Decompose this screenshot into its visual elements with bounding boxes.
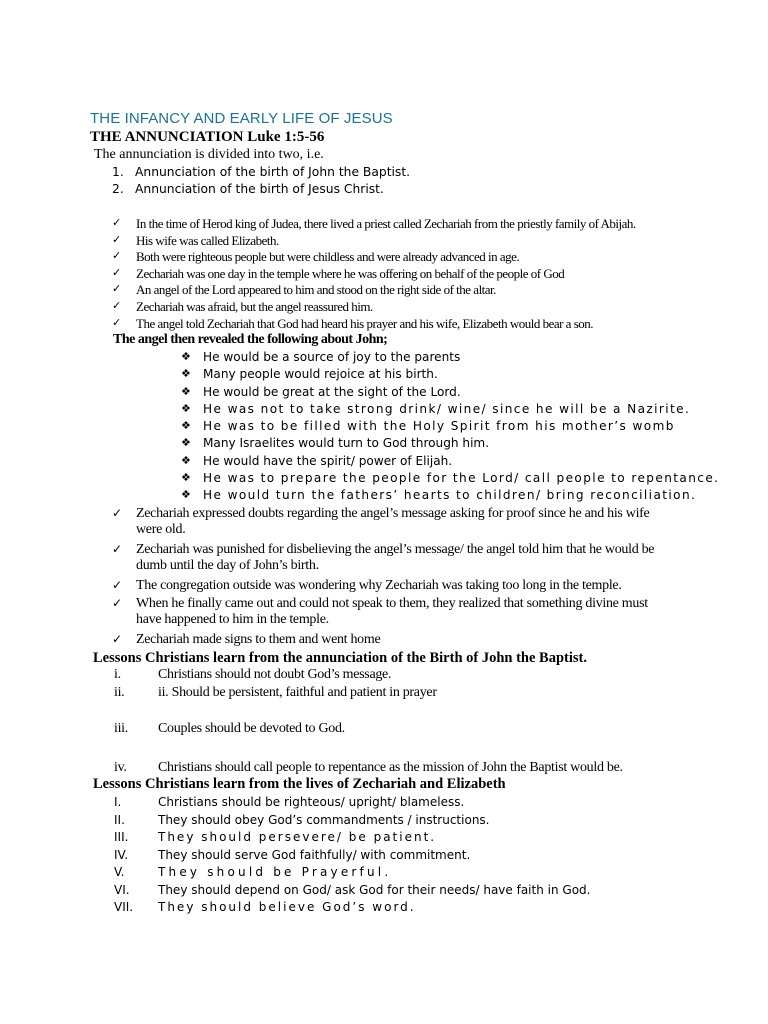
item-text: Zechariah was punished for disbelieving the angel’s message/ the angel told him that he would be dumb until the day of John’s birth. (136, 542, 655, 573)
item-text: He would have the spirit/ power of Elijah. (203, 453, 453, 468)
checkmark-icon: ✓ (112, 232, 122, 246)
item-text: His wife was called Elizabeth. (136, 232, 279, 248)
item-text: Many people would rejoice at his birth. (203, 367, 438, 382)
item-text: He would turn the fathers’ hearts to children/ bring reconciliation. (203, 488, 697, 503)
item-number: III. (114, 830, 129, 844)
diamond-bullet-icon: ❖ (181, 436, 191, 450)
section-heading-annunciation: THE ANNUNCIATION Luke 1:5-56 (90, 129, 325, 145)
item-number: II. (114, 812, 125, 827)
lessons-heading-john: Lessons Christians learn from the annunciation of the Birth of John the Baptist. (93, 650, 587, 666)
item-text: They should be Prayerful. (158, 865, 392, 879)
item-number: i. (114, 667, 121, 682)
item-text: He would be great at the sight of the Lord. (203, 384, 461, 399)
diamond-bullet-icon: ❖ (181, 384, 191, 398)
item-text: ii. Should be persistent, faithful and patient in prayer (158, 685, 437, 700)
diamond-bullet-icon: ❖ (181, 453, 191, 467)
item-text: Many Israelites would turn to God through him. (203, 436, 490, 451)
item-text: The angel told Zechariah that God had heard his prayer and his wife, Elizabeth would bear a son. (136, 315, 594, 331)
checkmark-icon: ✓ (112, 578, 123, 592)
item-number: VI. (114, 882, 130, 897)
revelation-heading: The angel then revealed the following about John; (113, 332, 388, 347)
item-number: IV. (114, 847, 129, 862)
item-text: Couples should be devoted to God. (158, 721, 345, 736)
item-number: V. (114, 865, 125, 879)
item-text: They should obey God’s commandments / instructions. (158, 812, 490, 827)
item-number: 2. (112, 182, 124, 196)
item-text: Zechariah was one day in the temple where he was offering on behalf of the people of God (136, 265, 565, 281)
diamond-bullet-icon: ❖ (181, 419, 191, 433)
item-number: iv. (114, 760, 127, 775)
item-text: They should depend on God/ ask God for their needs/ have faith in God. (158, 882, 591, 897)
diamond-bullet-icon: ❖ (181, 367, 191, 381)
item-text: They should persevere/ be patient. (158, 830, 437, 844)
item-text: He was to prepare the people for the Lord/ call people to repentance. (203, 471, 720, 486)
item-number: I. (114, 795, 122, 809)
item-text: Annunciation of the birth of John the Baptist. (135, 165, 411, 179)
item-number: VII. (114, 900, 134, 914)
checkmark-icon: ✓ (112, 542, 123, 556)
item-text: He would be a source of joy to the parents (203, 350, 461, 364)
item-text: Christians should not doubt God’s message. (158, 667, 392, 682)
item-text: The congregation outside was wondering why Zechariah was taking too long in the temple. (136, 578, 622, 593)
item-text: Both were righteous people but were childless and were already advanced in age. (136, 249, 520, 265)
item-text: When he finally came out and could not speak to them, they realized that something divine must have happened to him in the temple. (136, 596, 648, 627)
item-text: Zechariah was afraid, but the angel reassured him. (136, 298, 373, 314)
item-number: iii. (114, 721, 128, 736)
checkmark-icon: ✓ (112, 298, 122, 312)
item-text: In the time of Herod king of Judea, there lived a priest called Zechariah from the priestly family of Abijah. (136, 216, 636, 231)
intro-text: The annunciation is divided into two, i.e. (94, 147, 324, 162)
checkmark-icon: ✓ (112, 632, 123, 646)
document-title: THE INFANCY AND EARLY LIFE OF JESUS (90, 110, 393, 127)
lessons-heading-zechariah: Lessons Christians learn from the lives of Zechariah and Elizabeth (93, 776, 506, 792)
checkmark-icon: ✓ (112, 596, 123, 610)
item-text: Zechariah made signs to them and went home (136, 632, 381, 647)
item-text: They should believe God’s word. (158, 900, 416, 914)
diamond-bullet-icon: ❖ (181, 471, 191, 485)
item-text: An angel of the Lord appeared to him and stood on the right side of the altar. (136, 282, 496, 298)
checkmark-icon: ✓ (112, 282, 122, 296)
item-text: He was not to take strong drink/ wine/ since he will be a Nazirite. (203, 401, 691, 416)
item-text: They should serve God faithfully/ with commitment. (158, 847, 471, 862)
checkmark-icon: ✓ (112, 506, 123, 520)
checkmark-icon: ✓ (112, 315, 122, 329)
diamond-bullet-icon: ❖ (181, 488, 191, 502)
item-text: Christians should call people to repentance as the mission of John the Baptist would be. (158, 760, 623, 775)
item-text: Zechariah expressed doubts regarding the angel’s message asking for proof since he and his wife were old. (136, 506, 650, 537)
item-text: Annunciation of the birth of Jesus Christ. (135, 182, 384, 196)
item-number: ii. (114, 685, 125, 700)
diamond-bullet-icon: ❖ (181, 350, 191, 363)
checkmark-icon: ✓ (112, 216, 122, 229)
item-text: He was to be filled with the Holy Spirit from his mother’s womb (203, 419, 675, 434)
diamond-bullet-icon: ❖ (181, 401, 191, 415)
item-number: 1. (112, 165, 124, 179)
item-text: Christians should be righteous/ upright/ blameless. (158, 795, 465, 809)
checkmark-icon: ✓ (112, 249, 122, 263)
checkmark-icon: ✓ (112, 265, 122, 279)
